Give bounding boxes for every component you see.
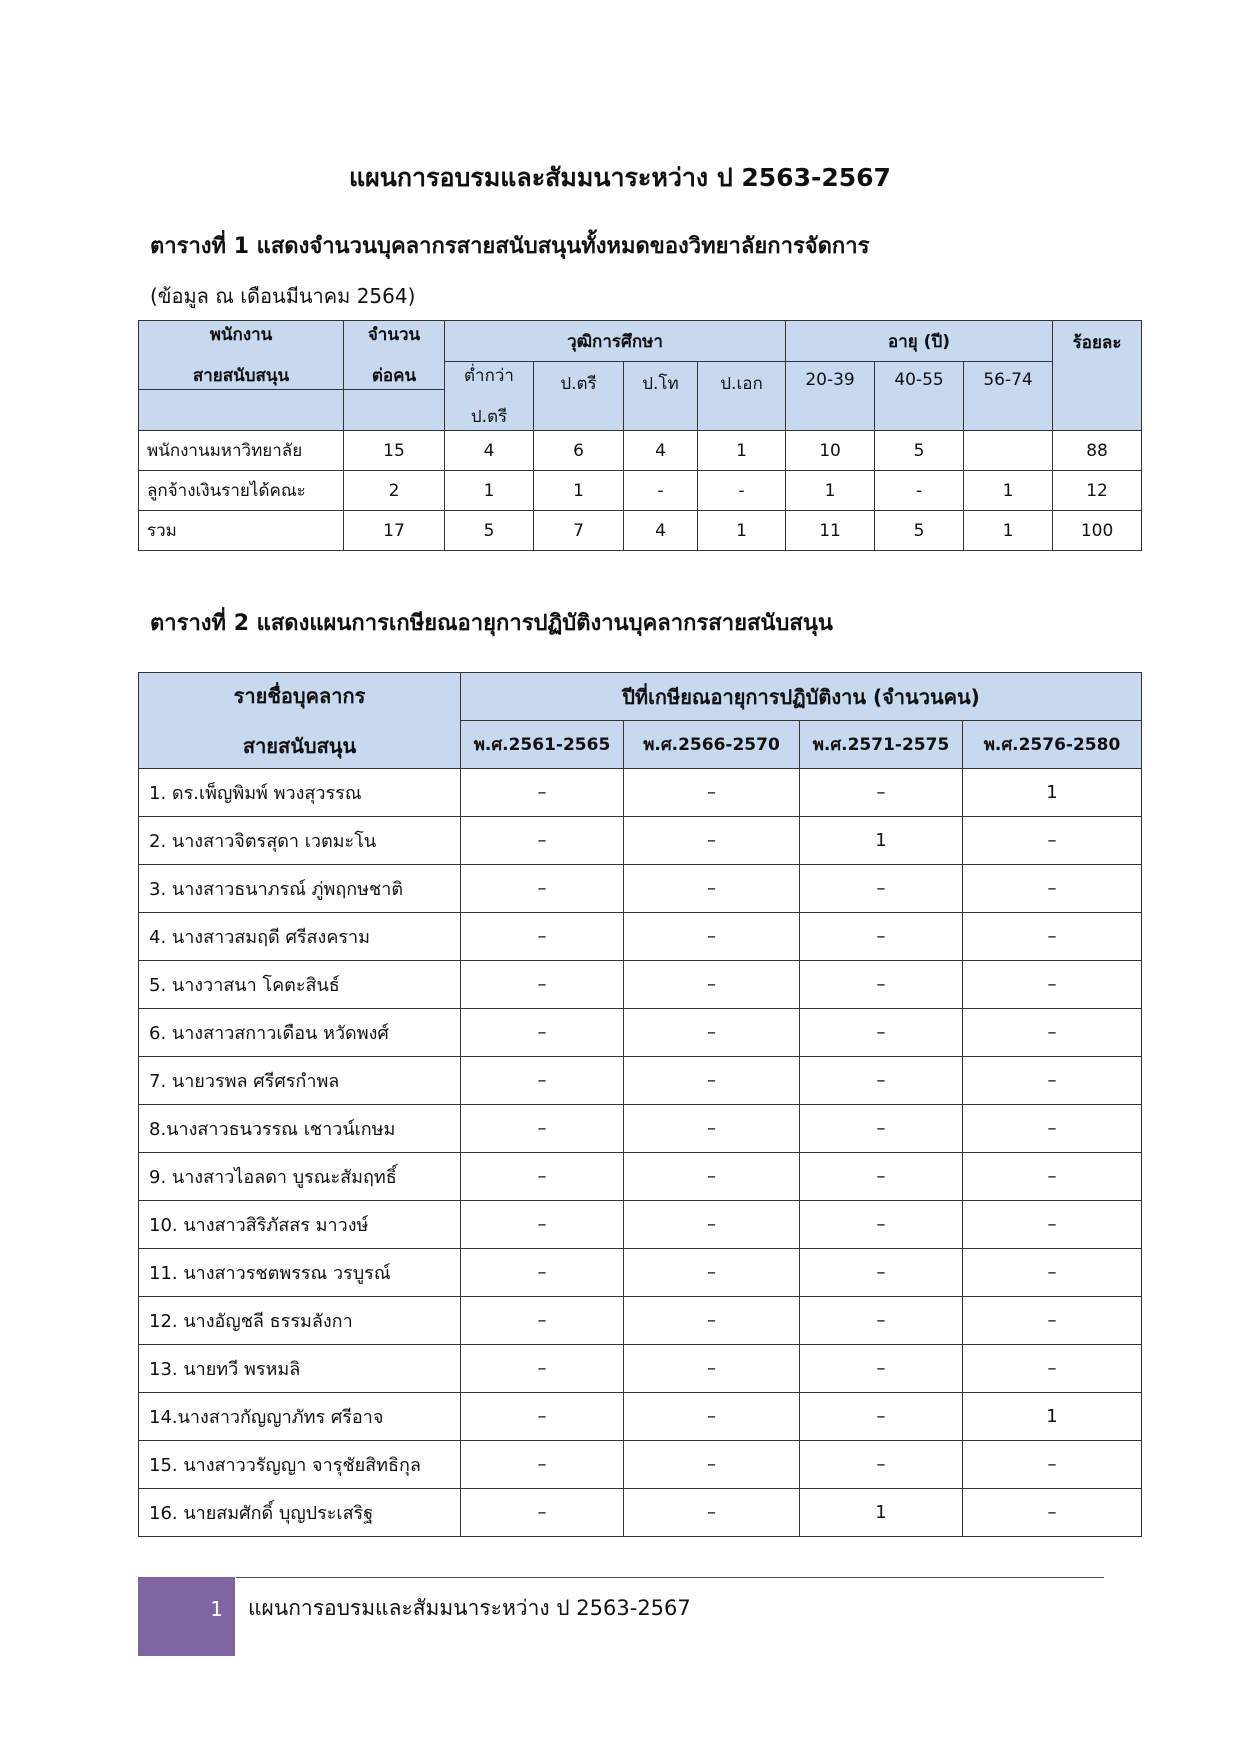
retire-count-cell: – <box>461 1105 624 1153</box>
retire-count-cell: – <box>963 817 1142 865</box>
page-number: 1 <box>210 1597 223 1621</box>
table-row <box>139 1297 1142 1345</box>
staff-name-cell: 5. นางวาสนา โคตะสินธ์ <box>139 961 461 1009</box>
retire-count-cell: – <box>800 1057 963 1105</box>
retire-count-cell: – <box>624 1489 800 1537</box>
table-row <box>139 1009 1142 1057</box>
retire-count-cell: – <box>624 1201 800 1249</box>
header-age-1: 20-39 <box>786 362 875 431</box>
retire-count-cell: – <box>624 1345 800 1393</box>
table2-caption: ตารางที่ 2 แสดงแผนการเกษียณอายุการปฏิบัติงานบุคลากรสายสนับสนุน <box>150 611 833 636</box>
table-row <box>139 769 1142 817</box>
table-row <box>139 1057 1142 1105</box>
retire-count-cell: – <box>461 865 624 913</box>
retire-count-cell: – <box>624 1105 800 1153</box>
retire-count-cell: – <box>461 1057 624 1105</box>
staff-name-cell: 10. นางสาวสิริภัสสร มาวงษ์ <box>139 1201 461 1249</box>
staff-name-cell: 1. ดร.เพ็ญพิมพ์ พวงสุวรรณ <box>139 769 461 817</box>
table-row: รวม 17 5 7 4 1 11 5 1 100 <box>139 511 1142 551</box>
header-period-4: พ.ศ.2576-2580 <box>963 721 1142 769</box>
staff-name-cell: 3. นางสาวธนาภรณ์ ภู่พฤกษชาติ <box>139 865 461 913</box>
staff-name-cell: 7. นายวรพล ศรีศรกำพล <box>139 1057 461 1105</box>
header-staff: พนักงาน สายสนับสนุน <box>139 321 344 390</box>
header-count: จำนวน ต่อคน <box>344 321 445 390</box>
retire-count-cell: – <box>461 1489 624 1537</box>
footer-divider <box>236 1577 1104 1578</box>
retire-count-cell: – <box>963 1009 1142 1057</box>
retire-count-cell: – <box>461 1249 624 1297</box>
header-edu-doctor: ป.เอก <box>698 362 786 431</box>
retire-count-cell: 1 <box>963 1393 1142 1441</box>
retire-count-cell: – <box>963 865 1142 913</box>
table-row <box>139 913 1142 961</box>
retire-count-cell: – <box>800 1105 963 1153</box>
header-percent: ร้อยละ <box>1053 321 1142 431</box>
header-period-2: พ.ศ.2566-2570 <box>624 721 800 769</box>
retire-count-cell: – <box>963 1249 1142 1297</box>
page-title: แผนการอบรมและสัมมนาระหว่าง ป 2563-2567 <box>349 163 891 192</box>
retire-count-cell: – <box>624 1153 800 1201</box>
retire-count-cell: – <box>800 1249 963 1297</box>
retire-count-cell: – <box>624 817 800 865</box>
footer-title: แผนการอบรมและสัมมนาระหว่าง ป 2563-2567 <box>248 1596 691 1620</box>
table-row <box>139 1393 1142 1441</box>
retire-count-cell: – <box>800 1201 963 1249</box>
table1-caption: ตารางที่ 1 แสดงจำนวนบุคลากรสายสนับสนุนทั้งหมดของวิทยาลัยการจัดการ <box>150 234 870 259</box>
staff-summary-table <box>138 320 1142 551</box>
header-name: รายชื่อบุคลากร สายสนับสนุน <box>139 673 461 769</box>
retirement-plan-table <box>138 672 1142 1537</box>
retire-count-cell: – <box>461 1153 624 1201</box>
staff-name-cell: 4. นางสาวสมฤดี ศรีสงคราม <box>139 913 461 961</box>
retire-count-cell: – <box>461 1201 624 1249</box>
retire-count-cell: – <box>461 1297 624 1345</box>
retire-count-cell: – <box>800 961 963 1009</box>
header-period-1: พ.ศ.2561-2565 <box>461 721 624 769</box>
table-row <box>139 1153 1142 1201</box>
retire-count-cell: – <box>800 1441 963 1489</box>
retire-count-cell: – <box>624 961 800 1009</box>
retire-count-cell: – <box>963 1297 1142 1345</box>
staff-name-cell: 6. นางสาวสกาวเดือน หวัดพงศ์ <box>139 1009 461 1057</box>
table-row <box>139 1201 1142 1249</box>
retire-count-cell: – <box>800 1345 963 1393</box>
retire-count-cell: – <box>963 1105 1142 1153</box>
footer-page-box <box>138 1577 235 1656</box>
retire-count-cell: – <box>624 1057 800 1105</box>
retire-count-cell: – <box>800 1009 963 1057</box>
staff-name-cell: 13. นายทวี พรหมลิ <box>139 1345 461 1393</box>
staff-name-cell: 8.นางสาวธนวรรณ เชาวน์เกษม <box>139 1105 461 1153</box>
table-row: พนักงานมหาวิทยาลัย 15 4 6 4 1 10 5 88 <box>139 431 1142 471</box>
retire-count-cell: – <box>624 1249 800 1297</box>
table-row: ลูกจ้างเงินรายได้คณะ 2 1 1 - - 1 - 1 12 <box>139 471 1142 511</box>
retire-count-cell: – <box>461 1345 624 1393</box>
retire-count-cell: – <box>963 1345 1142 1393</box>
staff-name-cell: 12. นางอัญชลี ธรรมลังกา <box>139 1297 461 1345</box>
header-age-3: 56-74 <box>964 362 1053 431</box>
staff-name-cell: 15. นางสาววรัญญา จารุชัยสิทธิกุล <box>139 1441 461 1489</box>
retire-count-cell: – <box>624 1441 800 1489</box>
retire-count-cell: – <box>461 1393 624 1441</box>
retire-count-cell: – <box>624 1393 800 1441</box>
header-retire-year: ปีที่เกษียณอายุการปฏิบัติงาน (จำนวนคน) <box>461 673 1142 721</box>
retire-count-cell: – <box>461 769 624 817</box>
staff-name-cell: 16. นายสมศักดิ์ บุญประเสริฐ <box>139 1489 461 1537</box>
table-row <box>139 1345 1142 1393</box>
staff-name-cell: 11. นางสาวรชตพรรณ วรบูรณ์ <box>139 1249 461 1297</box>
retire-count-cell: – <box>461 1009 624 1057</box>
retire-count-cell: – <box>963 1489 1142 1537</box>
table-row <box>139 1489 1142 1537</box>
header-edu-master: ป.โท <box>624 362 698 431</box>
retire-count-cell: – <box>800 1393 963 1441</box>
table-row <box>139 1249 1142 1297</box>
retire-count-cell: – <box>624 769 800 817</box>
retire-count-cell: – <box>624 865 800 913</box>
header-edu-below: ต่ำกว่า ป.ตรี <box>445 362 534 431</box>
table1-note: (ข้อมูล ณ เดือนมีนาคม 2564) <box>150 284 416 308</box>
retire-count-cell: – <box>461 1441 624 1489</box>
header-period-3: พ.ศ.2571-2575 <box>800 721 963 769</box>
retire-count-cell: – <box>461 961 624 1009</box>
retire-count-cell: – <box>963 1153 1142 1201</box>
retire-count-cell: – <box>963 1441 1142 1489</box>
table-row <box>139 865 1142 913</box>
retire-count-cell: – <box>624 1297 800 1345</box>
retire-count-cell: – <box>461 913 624 961</box>
table-row <box>139 817 1142 865</box>
retire-count-cell: – <box>963 1201 1142 1249</box>
retire-count-cell: 1 <box>963 769 1142 817</box>
retire-count-cell: – <box>624 913 800 961</box>
retire-count-cell: – <box>800 769 963 817</box>
retire-count-cell: – <box>963 961 1142 1009</box>
header-age-2: 40-55 <box>875 362 964 431</box>
table-row <box>139 1441 1142 1489</box>
retire-count-cell: – <box>800 913 963 961</box>
retire-count-cell: – <box>624 1009 800 1057</box>
retire-count-cell: – <box>461 817 624 865</box>
retire-count-cell: – <box>800 865 963 913</box>
retire-count-cell: – <box>800 1297 963 1345</box>
retire-count-cell: 1 <box>800 1489 963 1537</box>
staff-name-cell: 9. นางสาวไอลดา บูรณะสัมฤทธิ์ <box>139 1153 461 1201</box>
retire-count-cell: 1 <box>800 817 963 865</box>
staff-name-cell: 14.นางสาวกัญญาภัทร ศรีอาจ <box>139 1393 461 1441</box>
header-education: วุฒิการศึกษา <box>445 321 786 362</box>
retire-count-cell: – <box>963 913 1142 961</box>
staff-name-cell: 2. นางสาวจิตรสุดา เวตมะโน <box>139 817 461 865</box>
retire-count-cell: – <box>963 1057 1142 1105</box>
header-age: อายุ (ปี) <box>786 321 1053 362</box>
table-row <box>139 1105 1142 1153</box>
header-edu-bachelor: ป.ตรี <box>534 362 624 431</box>
table-row <box>139 961 1142 1009</box>
retire-count-cell: – <box>800 1153 963 1201</box>
